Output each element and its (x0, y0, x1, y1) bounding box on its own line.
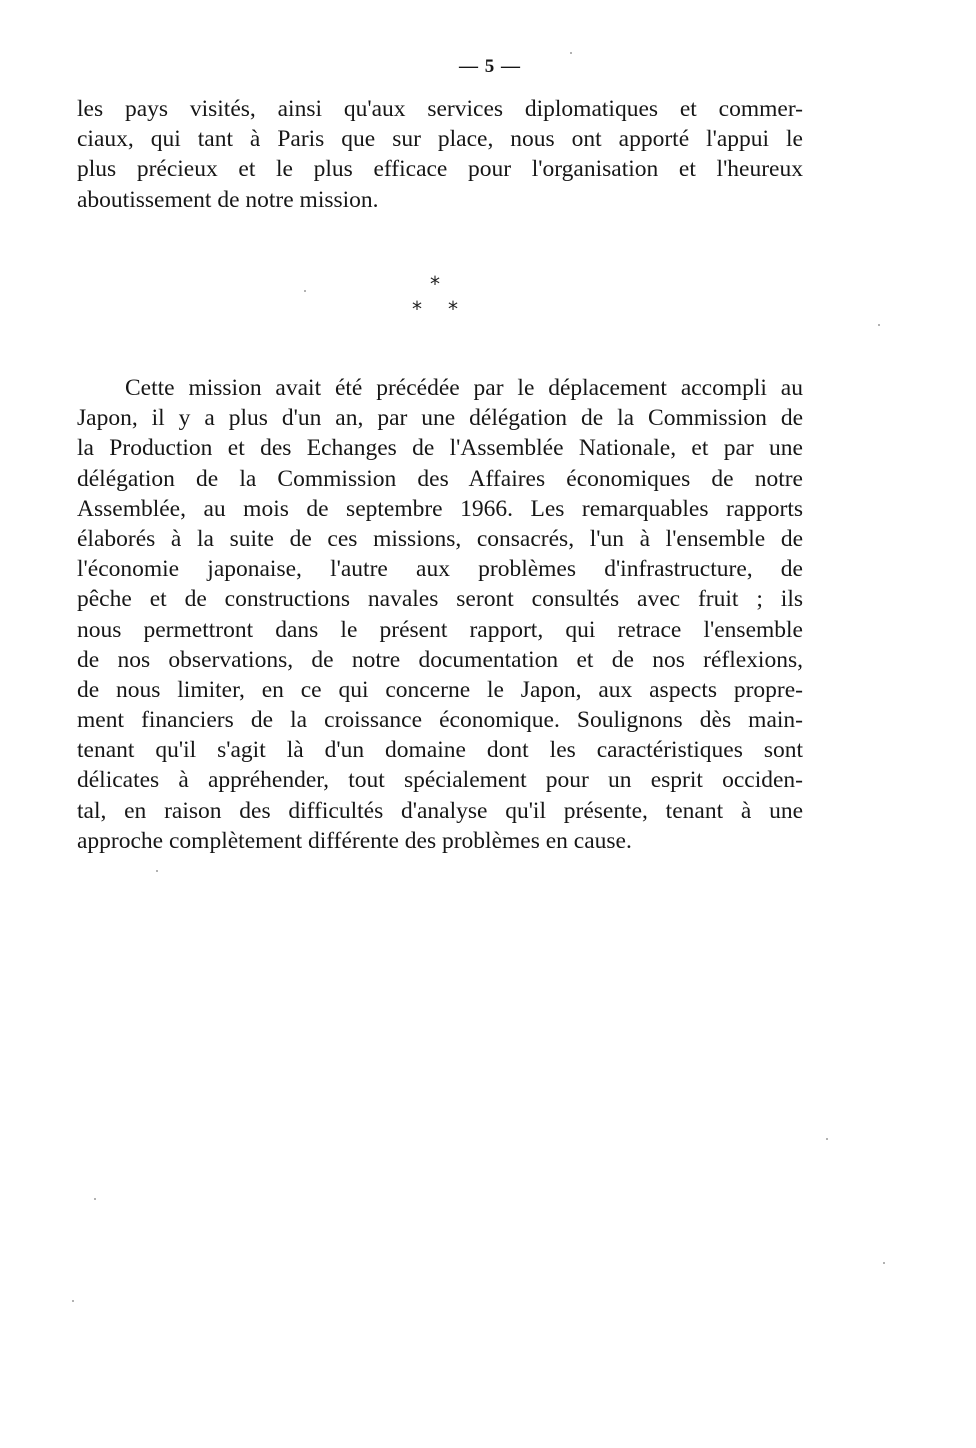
paragraph-line: approche complètement différente des problèmes en cause. (77, 827, 632, 854)
paragraph-line: tal, en raison des difficultés d'analyse qu'il présente, tenant à une (77, 797, 803, 824)
paragraph-line: Japon, il y a plus d'un an, par une délégation de la Commission de (77, 405, 803, 432)
paragraph-line: l'économie japonaise, l'autre aux problèmes d'infrastructure, de (77, 556, 803, 583)
paragraph-line: ment financiers de la croissance économique. Soulignons dès main- (77, 707, 803, 734)
scan-speck (72, 1300, 74, 1302)
paragraph-1 (77, 94, 803, 215)
scan-speck (156, 870, 158, 872)
scan-speck (94, 1198, 96, 1200)
scan-speck (304, 290, 306, 292)
page-number: — 5 — (459, 56, 521, 77)
scan-speck (826, 1138, 828, 1140)
paragraph-line: tenant qu'il s'agit là d'un domaine dont les caractéristiques sont (77, 737, 803, 764)
paragraph-line: ciaux, qui tant à Paris que sur place, nous ont apporté l'appui le (77, 126, 803, 153)
paragraph-line: aboutissement de notre mission. (77, 186, 379, 213)
paragraph-line: de nous limiter, en ce qui concerne le Japon, aux aspects propre- (77, 676, 803, 703)
paragraph-line: délicates à appréhender, tout spécialement pour un esprit occiden- (77, 767, 803, 794)
paragraph-line: de nos observations, de notre documentation et de nos réflexions, (77, 646, 803, 673)
paragraph-line: élaborés à la suite de ces missions, consacrés, l'un à l'ensemble de (77, 525, 803, 552)
paragraph-2 (77, 373, 803, 856)
asterisk-glyph: * (412, 297, 422, 321)
paragraph-line: la Production et des Echanges de l'Assemblée Nationale, et par une (77, 435, 803, 462)
paragraph-line: pêche et de constructions navales seront consultés avec fruit ; ils (77, 586, 803, 613)
asterisk-glyph: * (448, 297, 458, 321)
paragraph-line: Assemblée, au mois de septembre 1966. Les remarquables rapports (77, 495, 803, 522)
scan-speck (878, 324, 880, 326)
paragraph-line: Cette mission avait été précédée par le déplacement accompli au (125, 375, 803, 401)
paragraph-line: plus précieux et le plus efficace pour l'organisation et l'heureux (77, 156, 803, 183)
scan-speck (883, 1262, 885, 1264)
asterisk-glyph: * (430, 272, 440, 296)
section-separator-asterism (396, 272, 476, 322)
paragraph-line: les pays visités, ainsi qu'aux services diplomatiques et commer- (77, 96, 803, 122)
paragraph-line: délégation de la Commission des Affaires économiques de notre (77, 465, 803, 492)
paragraph-line: nous permettront dans le présent rapport, qui retrace l'ensemble (77, 616, 803, 643)
scan-speck (570, 52, 572, 54)
